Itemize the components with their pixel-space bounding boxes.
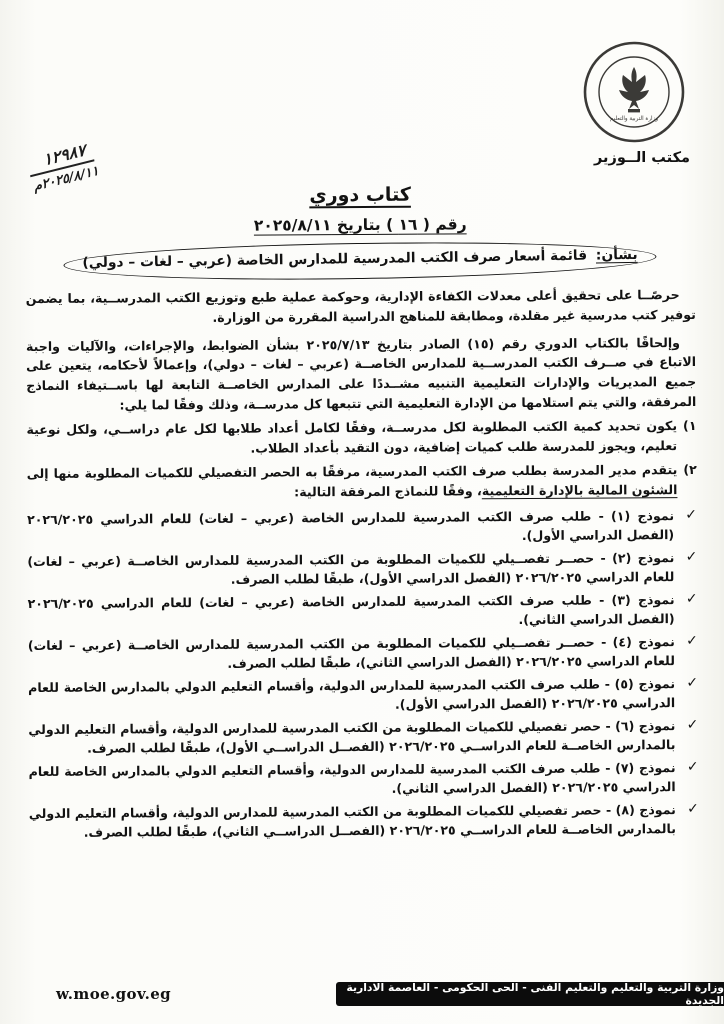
form-item-5 bbox=[28, 674, 698, 717]
check-icon: ✓ bbox=[685, 590, 698, 607]
check-icon: ✓ bbox=[686, 716, 699, 733]
subject-line bbox=[64, 239, 658, 284]
form-1 bbox=[27, 506, 674, 549]
subject-label: بشأن: bbox=[596, 246, 639, 264]
forms-list bbox=[27, 506, 699, 843]
form-4-text: حصــر تفصــيلي للكميات المطلوبة من الكتب المدرسية للمدارس الخاصــة (عربي – لغات) للعام الدراسي ٢٠٢٦/٢٠٢٥ (الفصل الدراسي الثاني)، طبقًا لطلب الصرف. bbox=[27, 634, 675, 672]
svg-text:MINISTRY OF EDUCATION AND TECH bbox=[582, 40, 586, 42]
check-icon: ✓ bbox=[686, 632, 698, 649]
handwritten-number: ١٢٩٨٧ bbox=[27, 138, 95, 177]
form-2-text: حصــر تفصــيلي للكميات المطلوبة من الكتب المدرسية للمدارس الخاصــة (عربي – لغات) للعام الدراسي ٢٠٢٦/٢٠٢٥ (الفصل الدراسي الأول)، طبقًا لطلب الصرف. bbox=[27, 550, 675, 588]
eagle-emblem-icon bbox=[619, 67, 649, 109]
subject-row bbox=[25, 241, 695, 281]
item-2-text-pre: يتقدم مدير المدرسة بطلب صرف الكتب المدرسية، مرفقًا به الحصر التفصيلي للكميات المطلوبة منها إلى bbox=[26, 462, 678, 482]
form-4-label: نموذج (٤) - bbox=[600, 633, 675, 650]
check-icon: ✓ bbox=[686, 674, 699, 691]
form-1-text: طلب صرف الكتب المدرسية للمدارس الخاصة (عربي – لغات) للعام الدراسي ٢٠٢٦/٢٠٢٥ (الفصل الدراسي الأول). bbox=[26, 508, 675, 544]
footer-address: وزارة التربية والتعليم والتعليم الفنى - الحى الحكومى - العاصمة الادارية الجديدة bbox=[346, 981, 724, 1007]
form-2-label: نموذج (٢) - bbox=[600, 549, 675, 566]
seal-ring-text bbox=[582, 40, 586, 42]
form-4 bbox=[28, 632, 675, 675]
item-1-number: ١) bbox=[682, 418, 697, 434]
seal-graphic bbox=[582, 40, 686, 144]
form-3 bbox=[27, 590, 674, 633]
form-5 bbox=[28, 674, 675, 717]
form-item-1 bbox=[27, 506, 697, 549]
handwritten-date: ٢٠٢٥/٨/١١م bbox=[32, 163, 100, 195]
form-6 bbox=[28, 716, 675, 759]
form-3-label: نموذج (٣) - bbox=[599, 591, 675, 608]
check-icon: ✓ bbox=[687, 800, 699, 817]
form-5-text: طلب صرف الكتب المدرسية للمدارس الدولية، وأقسام التعليم الدولي بالمدارس الخاصة للعام الدراسي ٢٠٢٦/٢٠٢٥ (الفصل الدراسي الأول). bbox=[28, 676, 676, 713]
paragraph-2: وإلحاقًا بالكتاب الدوري رقم (١٥) الصادر بتاريخ ٢٠٢٥/٧/١٣ بشأن الضوابط، والإجراءات، والآليات واجبة الاتباع في صــرف الكتب المدرســية للمدارس الخاصــة (عربي – لغات – دولي)، وإعمالاً لأحكامه، يتعين على جميع المديريات والإدارات التعليمية التنبيه مشــددًا على المدارس الخاصــة التابعة لها باســتيفاء النماذج المرفقة، والتي يتم استلامها من الإدارة التعليمية التي تتبعها كل مدرســة، وذلك وفقًا لما يلي: bbox=[25, 334, 697, 412]
form-7-label: نموذج (٧) - bbox=[605, 759, 676, 776]
form-item-6 bbox=[28, 716, 698, 759]
item-2-underlined-text: الشئون المالية بالإدارة التعليمية bbox=[481, 482, 678, 499]
form-item-4 bbox=[28, 632, 698, 675]
doc-number-line: رقم ( ١٦ ) بتاريخ ٢٠٢٥/٨/١١ bbox=[253, 215, 467, 235]
form-3-text: طلب صرف الكتب المدرسية للمدارس الخاصة (عربي – لغات) للعام الدراسي ٢٠٢٦/٢٠٢٥ (الفصل الدراسي الثاني). bbox=[27, 592, 675, 628]
check-icon: ✓ bbox=[685, 548, 698, 565]
form-item-2 bbox=[27, 548, 697, 591]
doc-type-title: كتاب دوري bbox=[309, 183, 411, 207]
form-item-3 bbox=[27, 590, 697, 633]
item-2-text bbox=[27, 461, 678, 504]
page-footer bbox=[0, 982, 724, 1008]
form-item-7 bbox=[29, 758, 699, 801]
footer-website: w.moe.gov.eg bbox=[56, 985, 172, 1003]
form-8-text: حصر تفصيلي للكميات المطلوبة من الكتب المدرسية للمدارس الدولية، وأقسام التعليم الدولي بالمدارس الخاصــة للعام الدراســي ٢٠٢٦/٢٠٢٥ (الفصــل الدراســي الثاني)، طبقًا لطلب الصرف. bbox=[28, 802, 676, 841]
form-2 bbox=[27, 548, 674, 591]
form-item-8 bbox=[29, 800, 699, 843]
paragraph-1: حرصًــا على تحقيق أعلى معدلات الكفاءة الإدارية، وحوكمة عملية طبع وتوزيع الكتب المدرســية، بما يضمن توفير كتب مدرسية غير مقلدة، ومطابقة للمناهج الدراسية المقررة من الوزارة. bbox=[25, 287, 696, 325]
form-1-label: نموذج (١) - bbox=[598, 507, 675, 524]
check-icon: ✓ bbox=[686, 758, 699, 775]
form-8 bbox=[29, 800, 676, 843]
check-icon: ✓ bbox=[685, 506, 698, 523]
form-7 bbox=[29, 758, 676, 801]
minister-office-label: مكتب الــوزير bbox=[594, 150, 690, 166]
item-2-number: ٢) bbox=[683, 462, 697, 478]
numbered-item-2 bbox=[27, 460, 697, 503]
form-6-text: حصر تفصيلي للكميات المطلوبة من الكتب المدرسية للمدارس الدولية، وأقسام التعليم الدولي بالمدارس الخاصــة للعام الدراســي ٢٠٢٦/٢٠٢٥ (الفصــل الدراســي الأول)، طبقًا لطلب الصرف. bbox=[28, 718, 676, 757]
form-8-label: نموذج (٨) - bbox=[605, 802, 676, 818]
seal-center-text: وزارة التربية والتعليم bbox=[609, 116, 659, 122]
item-1-text: يكون تحديد كمية الكتب المطلوبة لكل مدرســة، وفقًا لكامل أعداد طلابها لكل عام دراســي، ولكل نوعية تعليم، ويجوز للمدرسة طلب كميات إضافية، دون التقيد بأعداد الطلاب. bbox=[26, 418, 678, 456]
footer-address-bar bbox=[336, 982, 724, 1006]
numbered-item-1 bbox=[26, 416, 696, 459]
ministry-seal-icon bbox=[582, 40, 686, 144]
document-body bbox=[25, 182, 699, 843]
form-7-text: طلب صرف الكتب المدرسية للمدارس الدولية، وأقسام التعليم الدولي بالمدارس الخاصة للعام الدراسي ٢٠٢٦/٢٠٢٥ (الفصل الدراسي الثاني). bbox=[28, 760, 676, 797]
form-6-label: نموذج (٦) - bbox=[605, 717, 676, 734]
item-2-text-post: ، وفقًا للنماذج المرفقة التالية: bbox=[294, 483, 482, 500]
subject-text: قائمة أسعار صرف الكتب المدرسية للمدارس الخاصة (عربي – لغات – دولي) bbox=[82, 247, 588, 272]
form-5-label: نموذج (٥) - bbox=[604, 675, 676, 692]
